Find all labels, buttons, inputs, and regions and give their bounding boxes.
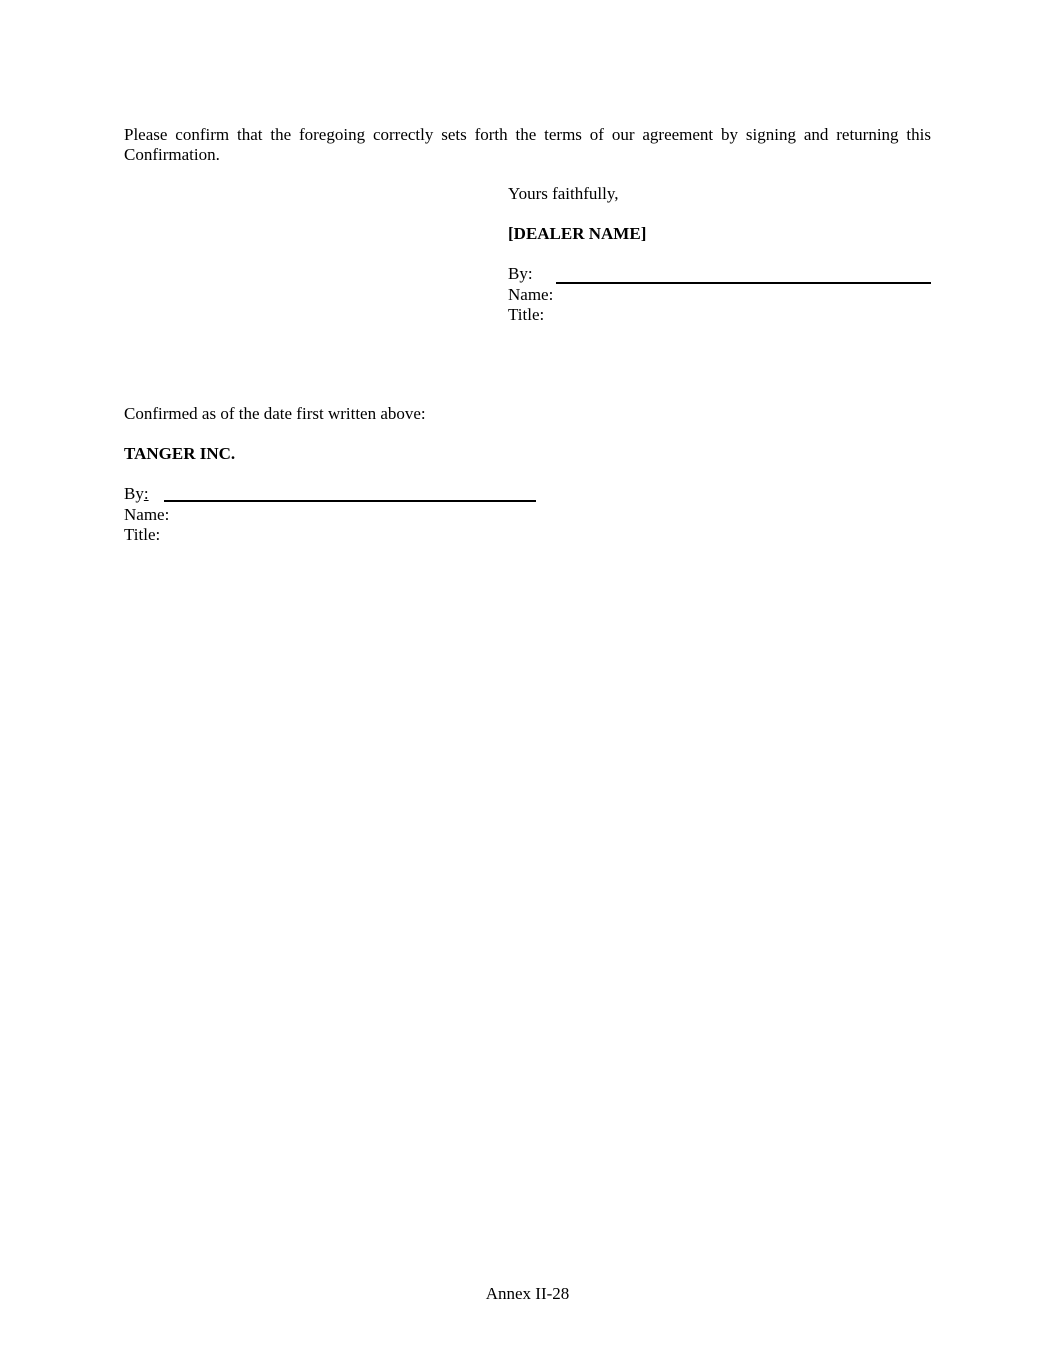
dealer-title-label: Title: xyxy=(508,305,545,324)
dealer-signature-line xyxy=(556,282,931,284)
page-footer-number: Annex II-28 xyxy=(485,1284,570,1303)
dealer-by-label: By: xyxy=(508,264,533,283)
counterparty-by-text: By xyxy=(124,484,144,503)
confirmation-statement: Confirmed as of the date first written above: xyxy=(124,404,426,423)
closing-salutation: Yours faithfully, xyxy=(508,184,619,203)
counterparty-title-label: Title: xyxy=(124,525,161,544)
counterparty-name-label: Name: xyxy=(124,505,170,524)
dealer-name-label: Name: xyxy=(508,285,554,304)
dealer-name-heading: [DEALER NAME] xyxy=(508,224,647,243)
counterparty-name-heading: TANGER INC. xyxy=(124,444,236,463)
counterparty-signature-line xyxy=(164,500,536,502)
intro-paragraph: Please confirm that the foregoing correctly sets forth the terms of our agreement by signing and returning this Confirmation. xyxy=(124,125,931,164)
counterparty-by-colon: : xyxy=(143,484,149,503)
counterparty-by-label xyxy=(124,484,149,504)
